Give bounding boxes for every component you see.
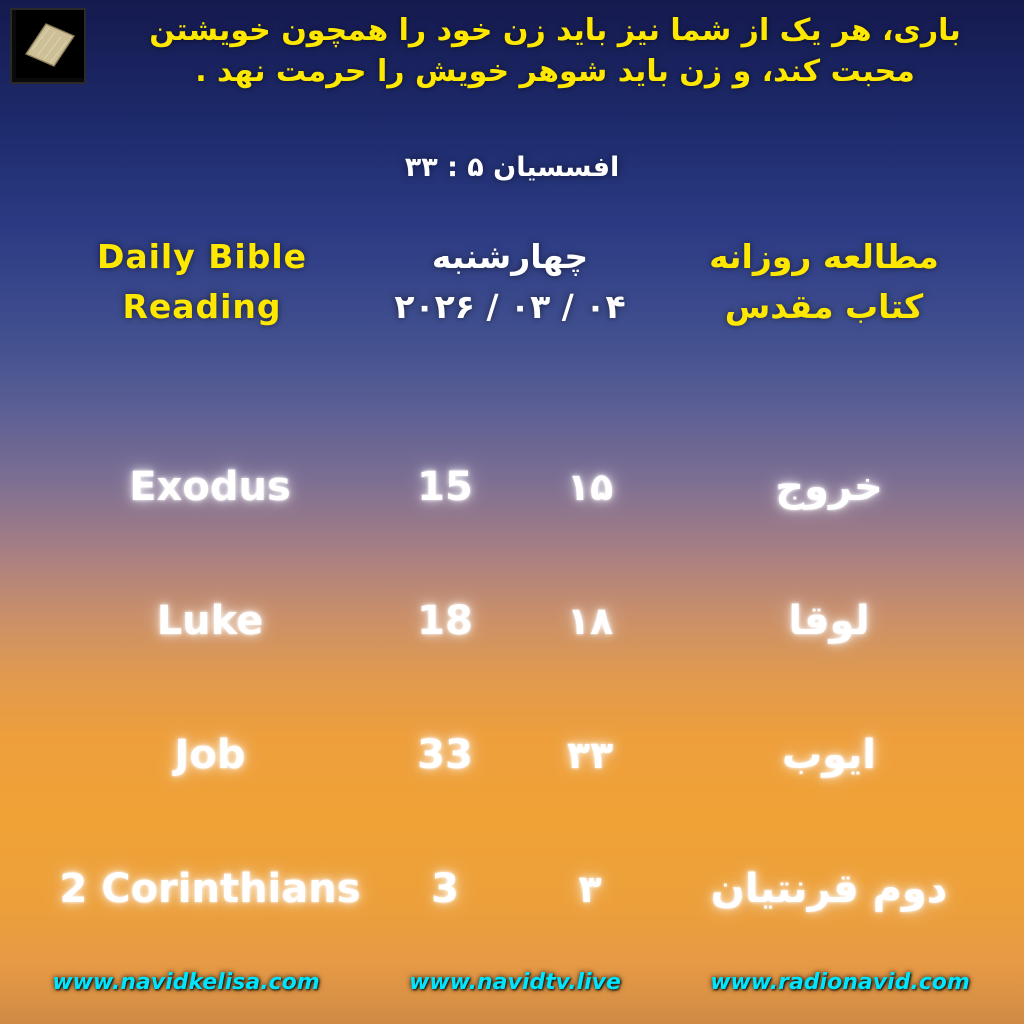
website-link-radionavid[interactable]: www.radionavid.com	[710, 970, 970, 995]
verse-reference: افسسیان ۵ : ۳۳	[404, 152, 620, 183]
table-row	[0, 420, 1024, 554]
table-row	[0, 688, 1024, 822]
header-date-block	[360, 232, 660, 331]
chapter-farsi: ۱۸	[566, 599, 614, 643]
chapter-english: 3	[431, 866, 459, 912]
table-row	[0, 822, 1024, 956]
header-title-english	[52, 232, 352, 331]
book-name-english: 2 Corinthians	[59, 866, 361, 912]
verse-text: باری، هر یک از شما نیز باید زن خود را همچون خویشتن محبت کند، و زن باید شوهر خویش را حرمت نهد .	[149, 13, 961, 90]
header-date: ۰۴ / ۰۳ / ۲۰۲۶	[394, 286, 626, 326]
ministry-logo	[10, 8, 86, 84]
header-weekday: چهارشنبه	[431, 237, 589, 276]
header-title-farsi-line1: مطالعه روزانه	[709, 237, 939, 276]
book-name-farsi: لوقا	[788, 598, 870, 644]
header-title-farsi-line2: کتاب مقدس	[724, 286, 924, 326]
website-link-navidtv[interactable]: www.navidtv.live	[409, 970, 621, 995]
book-name-farsi: ایوب	[782, 732, 877, 778]
chapter-english: 18	[417, 598, 473, 644]
chapter-farsi: ۳۳	[566, 733, 614, 777]
table-row	[0, 554, 1024, 688]
chapter-farsi: ۱۵	[566, 465, 614, 509]
book-name-english: Job	[174, 732, 246, 778]
chapter-english: 33	[417, 732, 473, 778]
chapter-farsi: ۳	[578, 867, 602, 911]
footer	[0, 970, 1024, 1010]
book-name-farsi: دوم قرنتیان	[710, 866, 948, 912]
header-title-english-line2: Reading	[122, 286, 282, 326]
book-name-english: Luke	[156, 598, 264, 644]
book-name-english: Exodus	[129, 464, 291, 510]
readings-table	[0, 420, 1024, 956]
header-row	[0, 232, 1024, 342]
header-title-english-line1: Daily Bible	[96, 237, 308, 276]
book-name-farsi: خروج	[775, 464, 883, 510]
chapter-english: 15	[417, 464, 473, 510]
header-title-farsi	[664, 232, 984, 331]
website-link-navidkelisa[interactable]: www.navidkelisa.com	[52, 970, 320, 995]
